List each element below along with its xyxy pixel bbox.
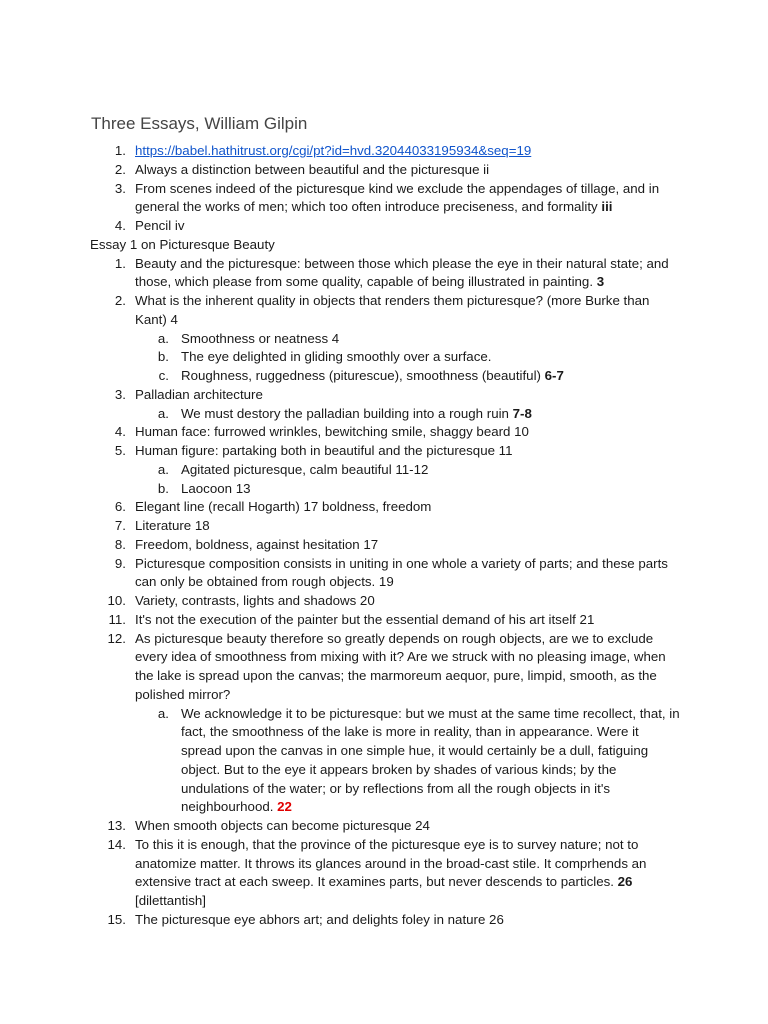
list-number: 1.	[114, 143, 126, 158]
sub-list	[135, 405, 680, 424]
list-item	[90, 911, 680, 930]
essay-heading: Essay 1 on Picturesque Beauty	[90, 236, 275, 252]
list-number: 4.	[114, 424, 126, 440]
sub-list-item	[135, 367, 680, 386]
sub-list-item	[135, 705, 680, 818]
list-number: 2.	[114, 161, 126, 177]
sub-list-item	[135, 461, 680, 480]
page-title: Three Essays, William Gilpin	[91, 114, 308, 133]
list-number: a.	[157, 461, 169, 477]
item-text: Laocoon 13	[181, 480, 251, 496]
list-item	[90, 292, 680, 386]
item-text: Freedom, boldness, against hesitation 17	[135, 536, 379, 552]
list-number: 3.	[114, 386, 126, 402]
list-number: b.	[157, 349, 169, 365]
item-text: Smoothness or neatness 4	[181, 330, 340, 346]
list-number: 1.	[114, 255, 126, 271]
list-item	[90, 255, 680, 293]
item-text: Beauty and the picturesque: between those which please the eye in their natural state; and those, which please from some quality, capable of being illustrated in painting.	[135, 255, 669, 290]
sub-list-item	[135, 480, 680, 499]
item-text: The eye delighted in gliding smoothly over a surface.	[181, 349, 492, 365]
item-text: As picturesque beauty therefore so greatly depends on rough objects, are we to exclude every idea of smoothness from mixing with it? Are we struck with no pleasing image, when the lake is spread upon the canvas; the marmoreum aequor, pure, limpid, smooth, as the polished mirror?	[135, 630, 666, 702]
essay-outline-list	[90, 255, 680, 930]
list-item	[90, 442, 680, 498]
list-item	[90, 142, 680, 161]
page-reference: 6-7	[544, 368, 564, 383]
item-text: Elegant line (recall Hogarth) 17 boldness, freedom	[135, 499, 432, 515]
item-text: We acknowledge it to be picturesque: but we must at the same time recollect, that, in fact, the smoothness of the lake is more in reality, than in appearance. Were it spread upon the canvas in one simple hue, it would certainly be a dull, fatiguing object. But to the eye it appears broken by shades of various kinds; by the undulations of the water; or by reflections from all the rough objects in it's neighbourhood.	[181, 705, 680, 815]
list-number: 6.	[114, 499, 126, 515]
list-number: 7.	[114, 518, 126, 533]
list-item	[90, 817, 680, 836]
list-number: 4.	[114, 218, 126, 233]
list-item	[90, 592, 680, 611]
list-item	[90, 517, 680, 536]
list-item	[90, 161, 680, 180]
sub-list-item	[135, 405, 680, 424]
list-number: 13.	[107, 818, 126, 833]
page-reference: 26	[617, 874, 633, 890]
item-text: Literature 18	[135, 518, 210, 533]
source-link[interactable]: https://babel.hathitrust.org/cgi/pt?id=hvd.32044033195934&seq=19	[135, 143, 532, 158]
list-number: a.	[157, 330, 169, 346]
item-text: We must destory the palladian building into a rough ruin	[181, 405, 509, 421]
item-text: Pencil iv	[135, 218, 185, 233]
list-number: 14.	[107, 836, 126, 852]
sub-list-item	[135, 330, 680, 349]
item-text: Human figure: partaking both in beautiful and the picturesque 11	[135, 443, 513, 458]
item-text: It's not the execution of the painter but the essential demand of his art itself 21	[135, 611, 595, 627]
item-text: To this it is enough, that the province of the picturesque eye is to survey nature; not to anatomize matter. It throws its glances around in the broad-cast stile. It comprhends an extensive tract at each sweep. It examines parts, but never descends to particles.	[135, 836, 647, 890]
list-number: 9.	[114, 555, 126, 571]
page-reference: 3	[596, 274, 605, 290]
page-reference: 7-8	[512, 405, 532, 421]
item-text: When smooth objects can become picturesque 24	[135, 818, 430, 833]
item-text: Human face: furrowed wrinkles, bewitching smile, shaggy beard 10	[135, 424, 529, 440]
list-number: b.	[157, 480, 169, 496]
item-note: [dilettantish]	[135, 893, 206, 908]
list-number: 3.	[114, 180, 126, 196]
list-item	[90, 217, 680, 236]
item-text: Roughness, ruggedness (piturescue), smoothness (beautiful)	[181, 368, 541, 383]
list-item	[90, 630, 680, 818]
list-item	[90, 536, 680, 555]
item-text: The picturesque eye abhors art; and delights foley in nature 26	[135, 911, 504, 927]
list-item	[90, 386, 680, 424]
sub-list	[135, 330, 680, 386]
list-number: 15.	[107, 911, 126, 927]
item-text: From scenes indeed of the picturesque kind we exclude the appendages of tillage, and in general the works of men; which too often introduce preciseness, and formality	[135, 180, 660, 215]
item-text: What is the inherent quality in objects that renders them picturesque? (more Burke than Kant) 4	[135, 293, 650, 327]
list-number: 10.	[107, 593, 126, 608]
list-item	[90, 498, 680, 517]
sub-list	[135, 461, 680, 499]
list-item	[90, 611, 680, 630]
item-text: Always a distinction between beautiful and the picturesque ii	[135, 161, 490, 177]
list-item	[90, 180, 680, 218]
page-reference-highlight: 22	[277, 799, 292, 815]
list-number: 8.	[114, 536, 126, 552]
sub-list	[135, 705, 680, 818]
list-item	[90, 555, 680, 593]
page-reference: iii	[601, 199, 613, 215]
list-number: 5.	[114, 443, 126, 458]
item-text: Palladian architecture	[135, 386, 263, 402]
list-number: 2.	[114, 293, 126, 308]
list-number: 11.	[108, 611, 126, 627]
list-number: a.	[157, 405, 169, 421]
list-number: c.	[158, 368, 169, 383]
list-item	[90, 423, 680, 442]
sub-list-item	[135, 348, 680, 367]
list-item	[90, 836, 680, 911]
list-number: 12.	[107, 630, 126, 646]
list-number: a.	[157, 705, 169, 721]
intro-list	[90, 142, 680, 236]
document-body	[90, 142, 680, 930]
item-text: Variety, contrasts, lights and shadows 20	[135, 593, 375, 608]
item-text: Agitated picturesque, calm beautiful 11-12	[181, 461, 429, 477]
item-text: Picturesque composition consists in uniting in one whole a variety of parts; and these parts can only be obtained from rough objects. 19	[135, 555, 668, 590]
